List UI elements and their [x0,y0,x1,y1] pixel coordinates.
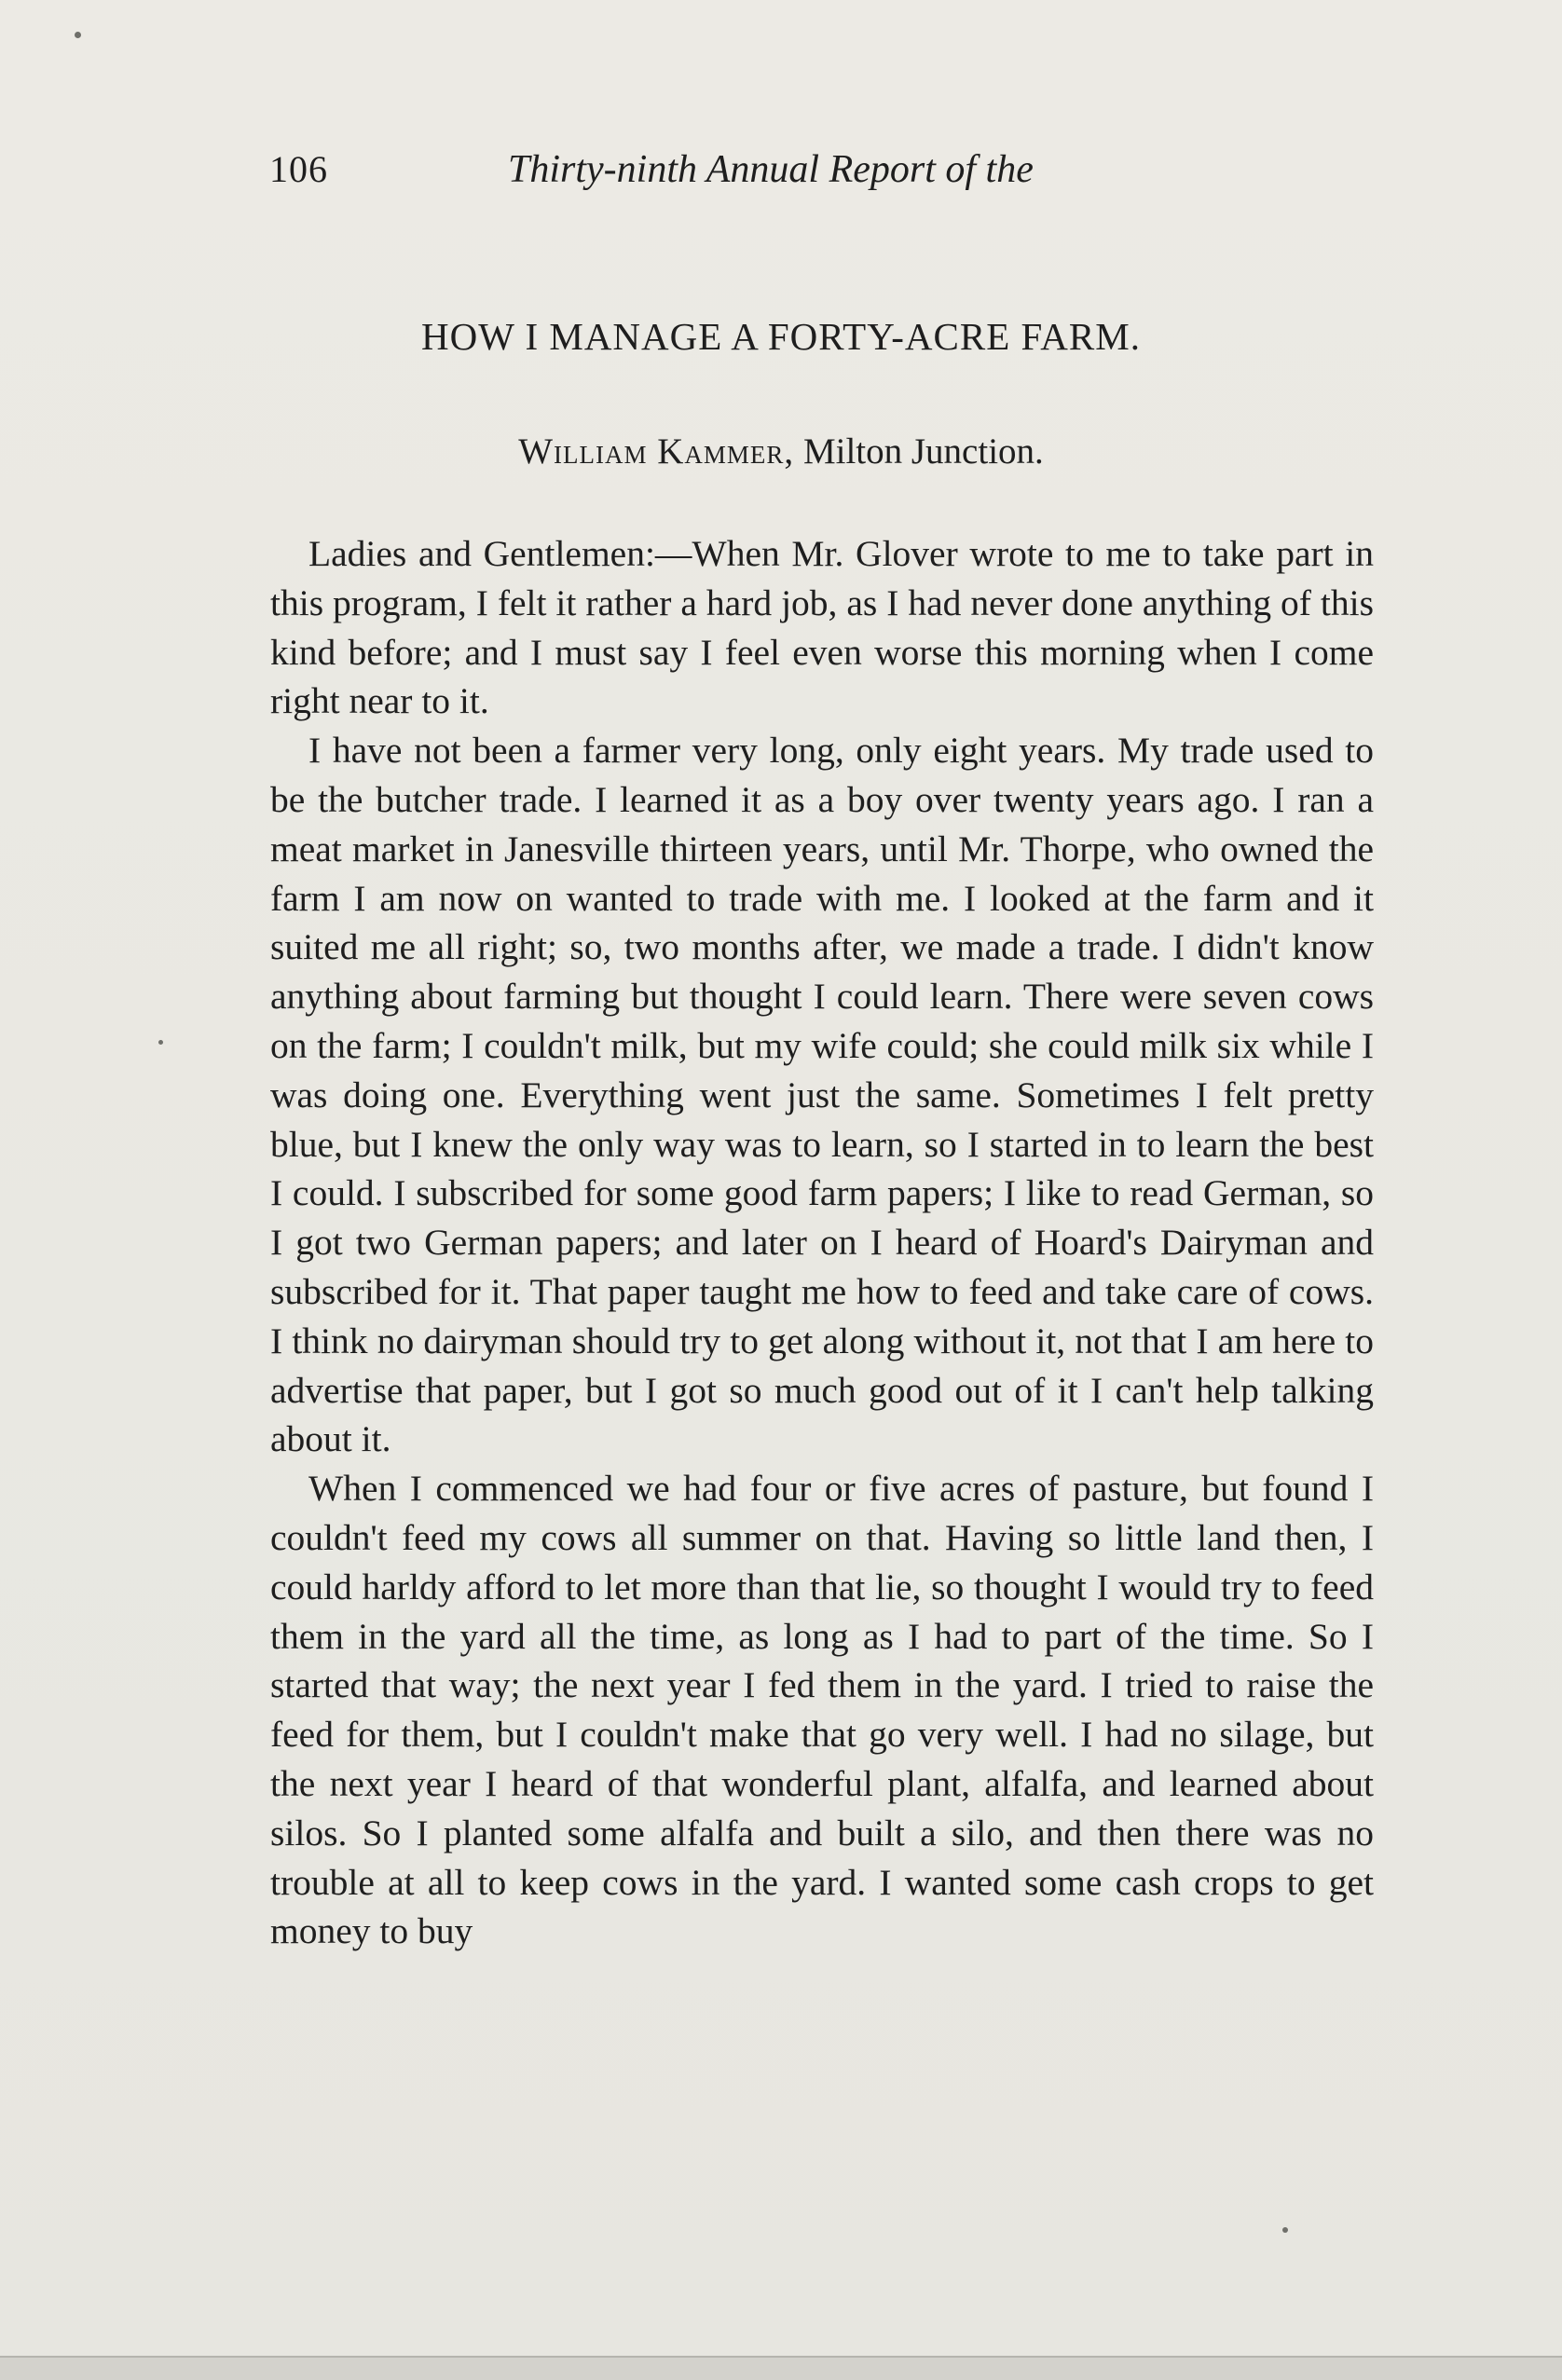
article-title: HOW I MANAGE A FORTY-ACRE FARM. [421,315,1141,358]
paragraph: When I commenced we had four or five acres of pasture, but found I couldn't feed my cows all summer on that. Having so little land then, I could harldy afford to let more than that lie, so thought I would try to feed them in the yard all the time, as long as I had to part of the time. So I started that way; the next year I fed them in the yard. I tried to raise the feed for them, but I couldn't make that go very well. I had no silage, but the next year I heard of that wonderful plant, alfalfa, and learned about silos. So I planted some alfalfa and built a silo, and then there was no trouble at all to keep cows in the yard. I wanted some cash crops to get money to buy [270,1468,1374,1952]
page-number: 106 [269,148,328,190]
paragraph: I have not been a farmer very long, only eight years. My trade used to be the butcher trade. I learned it as a boy over twenty years ago. I ran a meat market in Janesville thirteen years, until Mr. Thorpe, who owned the farm I am now on wanted to trade with me. I looked at the farm and it suited me all right; so, two months after, we made a trade. I didn't know anything about farming but thought I could learn. There were seven cows on the farm; I couldn't milk, but my wife could; she could milk six while I was doing one. Everything went just the same. Sometimes I felt pretty blue, but I knew the only way was to learn, so I started in to learn the best I could. I subscribed for some good farm papers; I like to read German, so I got two German papers; and later on I heard of Hoard's Dairyman and subscribed for it. That paper taught me how to feed and take care of cows. I think no dairyman should try to get along without it, not that I am here to advertise that paper, but I got so much good out of it I can't help talking about it. [270,730,1374,1460]
paragraph: Ladies and Gentlemen:—When Mr. Glover wrote to me to take part in this program, I felt it rather a hard job, as I had never done anything of this kind before; and I must say I feel even worse this morning when I come right near to it. [270,533,1374,722]
byline-location: Milton Junction. [794,431,1044,472]
paper-speck [75,32,81,38]
byline-author: William Kammer, [518,431,795,472]
byline [0,431,1562,472]
running-title: Thirty-ninth Annual Report of the [508,148,1034,191]
running-head [269,147,1201,203]
page-edge [0,2356,1562,2380]
paper-speck [1282,2227,1288,2233]
paper-speck [158,1040,163,1045]
article-body [270,529,1374,1956]
